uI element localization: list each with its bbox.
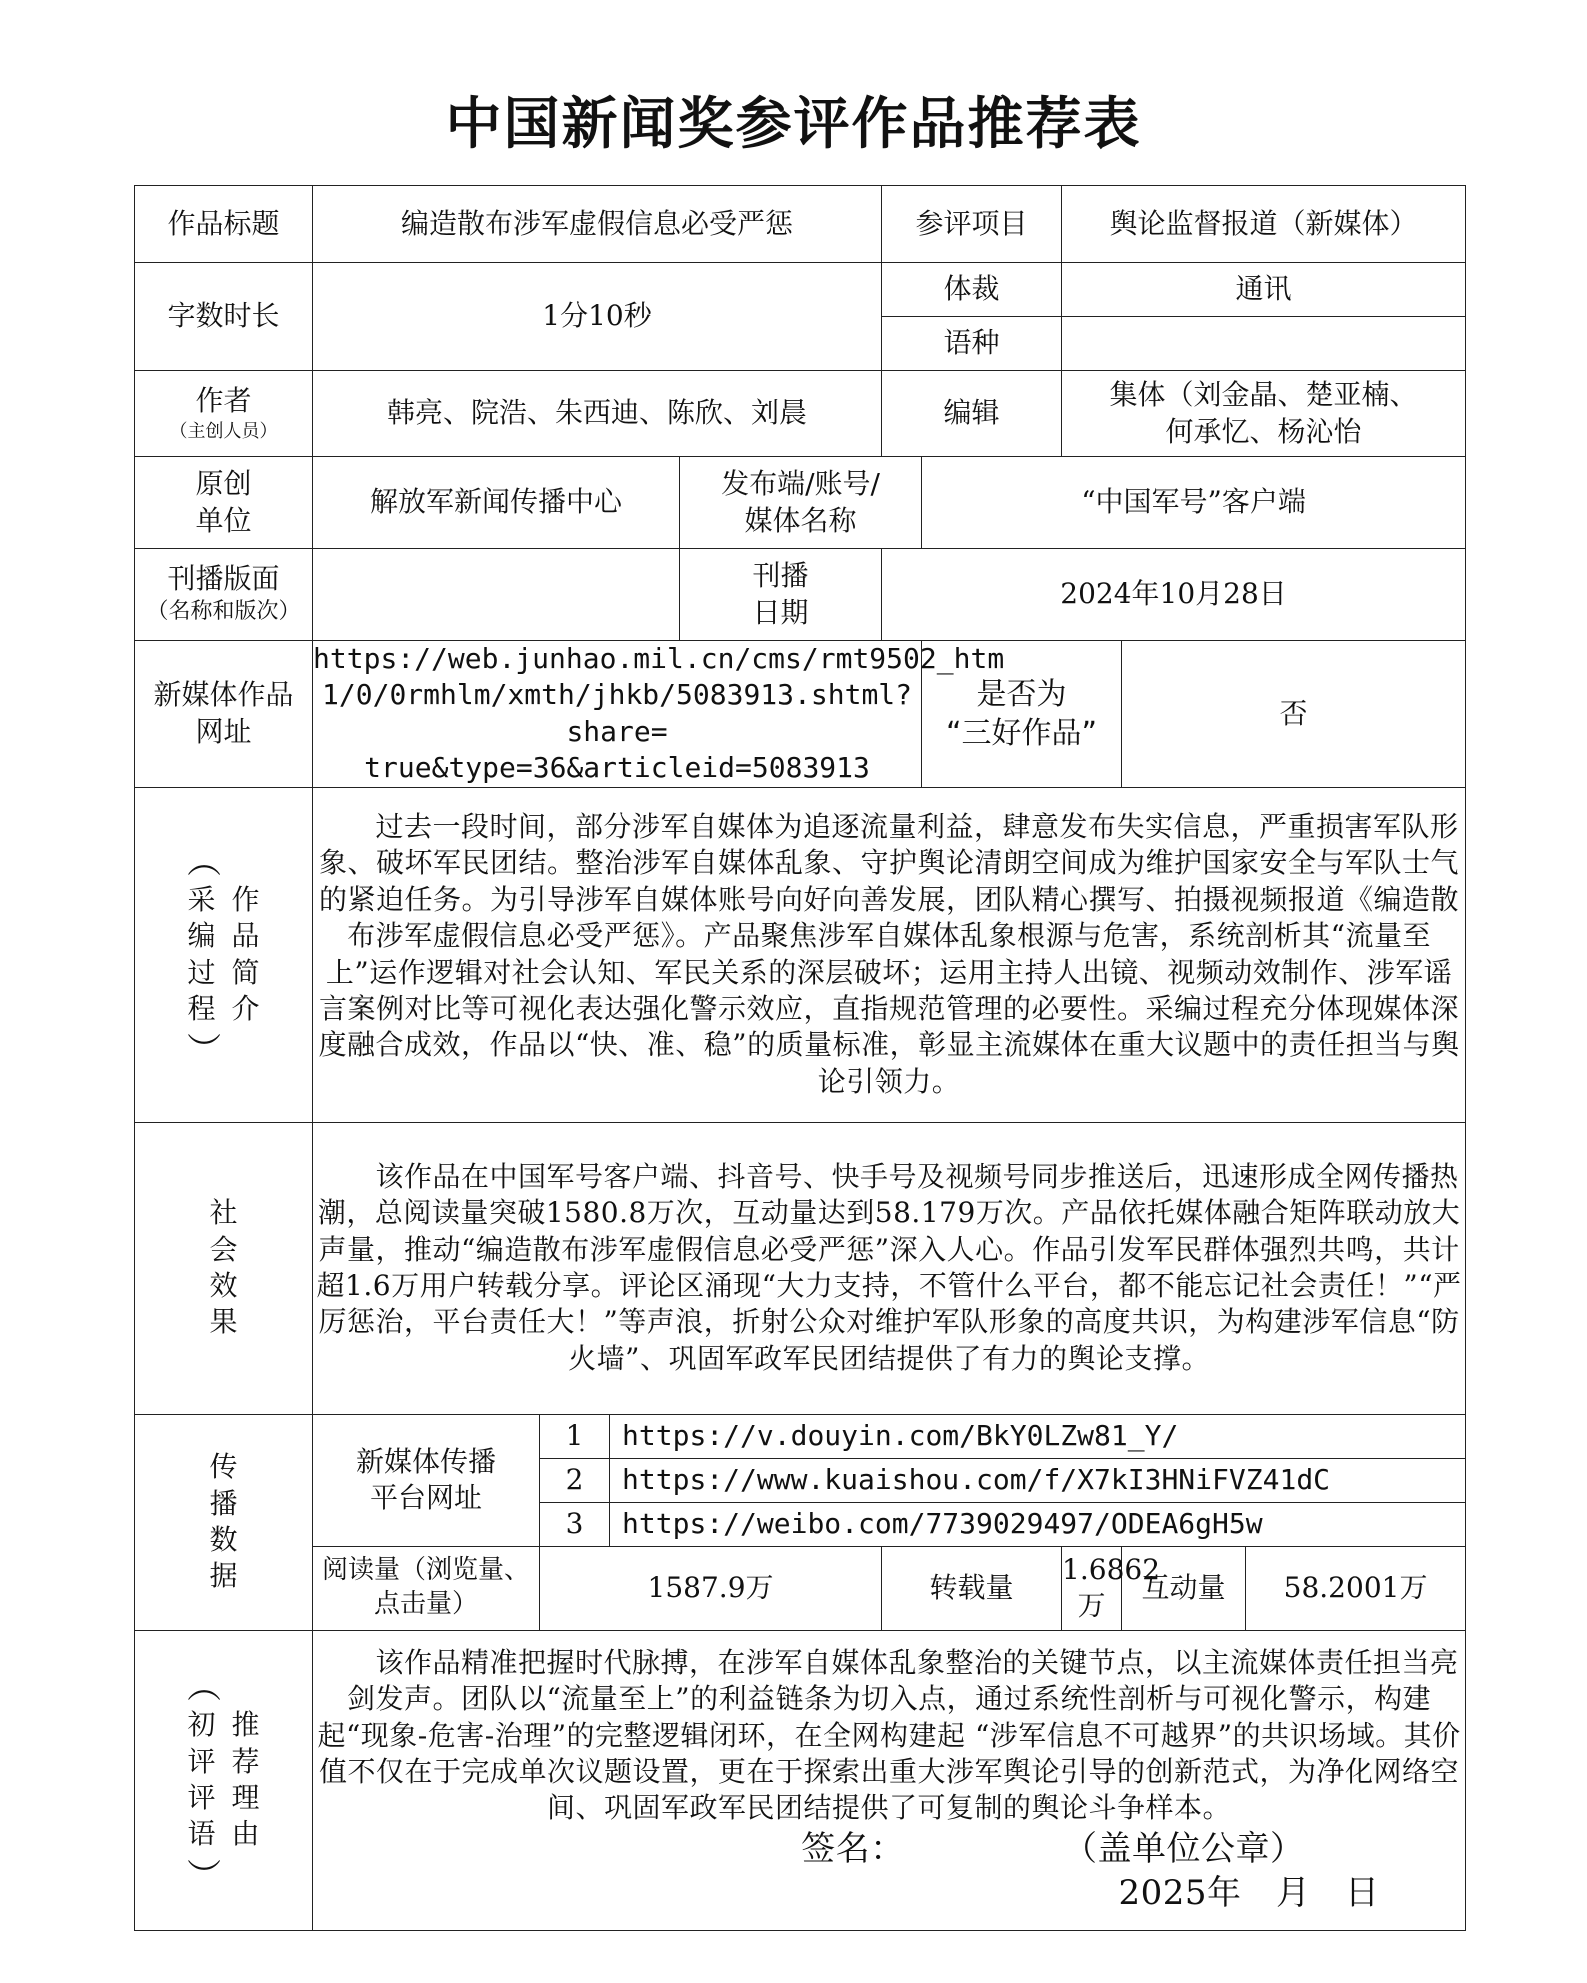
reposts-value: 1.6862万 (1062, 1546, 1122, 1630)
url-label-cell (135, 641, 313, 788)
recommendation-form (134, 185, 1466, 1931)
intro-row (135, 787, 1466, 1122)
editor-value-line2: 何承忆、杨沁怡 (1165, 414, 1362, 448)
platform-url-kuaishou[interactable]: https://www.kuaishou.com/f/X7kI3HNiFVZ41dC (610, 1458, 1466, 1502)
layout-label: 刊播版面 (167, 561, 280, 595)
reposts-label: 转载量 (882, 1546, 1062, 1630)
effect-label-char: 社 (209, 1196, 238, 1230)
editor-value-line1: 集体（刘金晶、楚亚楠、 (1109, 378, 1418, 412)
spread-platform-label-cell (313, 1414, 540, 1546)
effect-label-cell (135, 1122, 313, 1414)
spread-label-char: 传 (209, 1450, 238, 1484)
intro-label-cell (135, 787, 313, 1122)
url-number: 1 (540, 1414, 610, 1458)
unit-label-line2: 单位 (195, 503, 252, 537)
date-label-line2: 日期 (752, 595, 809, 629)
effect-label-char: 会 (209, 1232, 238, 1266)
url-row (135, 641, 1466, 788)
review-label-char: 荐 (231, 1744, 260, 1778)
intro-label-col1 (180, 838, 224, 1072)
intro-label-char: 简 (231, 955, 260, 989)
work-url-line2: 1/0/0rmhlm/xmth/jhkb/5083913.shtml?share= (322, 678, 913, 748)
category-label: 参评项目 (882, 186, 1062, 263)
review-row (135, 1630, 1466, 1930)
spread-platform-label-line2: 平台网址 (370, 1481, 483, 1515)
review-date: 2025年 月 日 (1118, 1873, 1380, 1914)
good-work-value: 否 (1122, 641, 1466, 788)
interactions-value: 58.2001万 (1246, 1546, 1466, 1630)
effect-label-char: 效 (209, 1269, 238, 1303)
page-title: 中国新闻奖参评作品推荐表 (445, 92, 1142, 157)
date-label-cell (680, 549, 882, 641)
unit-value: 解放军新闻传播中心 (313, 457, 680, 549)
reads-label-cell (313, 1546, 540, 1630)
url-number: 2 (540, 1458, 610, 1502)
length-value: 1分10秒 (313, 263, 882, 371)
platform-value: “中国军号”客户端 (922, 457, 1466, 549)
intro-text-cell (313, 787, 1466, 1122)
author-label: 作者 (195, 383, 252, 417)
platform-label-cell (680, 457, 922, 549)
editor-value-cell (1062, 371, 1466, 457)
platform-label-line2: 媒体名称 (744, 503, 857, 537)
spread-label-char: 据 (209, 1559, 238, 1593)
spread-label-cell (135, 1414, 313, 1630)
review-label-char: 语 (187, 1817, 216, 1851)
date-value: 2024年10月28日 (882, 549, 1466, 641)
signature-line (313, 1827, 1465, 1871)
reads-label-line1: 阅读量（浏览量、 (322, 1555, 531, 1586)
work-url[interactable] (313, 641, 1005, 788)
signature-label: 签名： (801, 1828, 905, 1869)
title-label: 作品标题 (135, 186, 313, 263)
review-label-col2 (224, 1663, 268, 1897)
review-label-char: 理 (231, 1781, 260, 1815)
url-label-line2: 网址 (195, 714, 252, 748)
layout-sub-label: （名称和版次） (146, 599, 301, 625)
review-label-cell (135, 1630, 313, 1930)
effect-label-char: 果 (209, 1305, 238, 1339)
review-text-cell (313, 1630, 1466, 1930)
layout-value (313, 549, 680, 641)
review-label-char: ） (181, 1857, 222, 1892)
review-label-char: 评 (187, 1744, 216, 1778)
url-label-line1: 新媒体作品 (153, 678, 294, 712)
layout-row (135, 549, 1466, 641)
layout-label-cell (135, 549, 313, 641)
unit-label-line1: 原创 (195, 467, 252, 501)
editor-label: 编辑 (882, 371, 1062, 457)
spread-stats-row (135, 1546, 1466, 1630)
effect-row (135, 1122, 1466, 1414)
review-label-col1 (180, 1663, 224, 1897)
review-label-char: 评 (187, 1781, 216, 1815)
intro-label-char: （ (181, 842, 222, 877)
review-label-char: 由 (231, 1817, 260, 1851)
genre-label: 体裁 (882, 263, 1062, 317)
interactions-label: 互动量 (1122, 1546, 1246, 1630)
spread-label-char: 数 (209, 1523, 238, 1557)
length-label: 字数时长 (135, 263, 313, 371)
genre-value: 通讯 (1062, 263, 1466, 317)
reads-value: 1587.9万 (540, 1546, 882, 1630)
intro-label-col2 (224, 838, 268, 1072)
intro-label-char: 介 (231, 991, 260, 1025)
work-url-line3: true&type=36&articleid=5083913 (364, 751, 870, 785)
effect-text: 该作品在中国军号客户端、抖音号、快手号及视频号同步推送后，迅速形成全网传播热潮，总阅读量突破1580.8万次，互动量达到58.179万次。产品依托媒体融合矩阵联动放大声量，推动“编造散布涉军虚假信息必受严惩”深入人心。作品引发军民群体强烈共鸣，共计超1.6万用户转载分享。评论区涌现“大力支持，不管什么平台，都不能忘记社会责任！”“严厉惩治，平台责任大！”等声浪，折射公众对维护军队形象的高度共识，为构建涉军信息“防火墙”、巩固军政军民团结提供了有力的舆论支撑。 (316, 1159, 1462, 1375)
category-value: 舆论监督报道（新媒体） (1062, 186, 1466, 263)
spread-url-row-1 (135, 1414, 1466, 1458)
unit-label-cell (135, 457, 313, 549)
spread-platform-label-line1: 新媒体传播 (356, 1444, 497, 1478)
intro-label-char: 采 (187, 882, 216, 916)
good-work-label-line2: “三好作品” (945, 715, 1098, 751)
intro-label-char: ） (181, 1032, 222, 1067)
intro-label-char: 程 (187, 991, 216, 1025)
date-label-line1: 刊播 (752, 559, 809, 593)
intro-label-char: 作 (231, 882, 260, 916)
language-value (1062, 317, 1466, 371)
intro-label-char: 品 (231, 919, 260, 953)
review-label-char: 推 (231, 1708, 260, 1742)
intro-label-char: 编 (187, 919, 216, 953)
length-row (135, 263, 1466, 317)
review-text: 该作品精准把握时代脉搏，在涉军自媒体乱象整治的关键节点，以主流媒体责任担当亮剑发声。团队以“流量至上”的利益链条为切入点，通过系统性剖析与可视化警示，构建起“现象-危害-治理”的完整逻辑闭环，在全网构建起 “涉军信息不可越界”的共识场域。其价值不仅在于完成单次议题设置，更在于探索出重大涉军舆论引导的创新范式，为净化网络空间、巩固军政军民团结提供了可复制的舆论斗争样本。 (317, 1645, 1461, 1825)
author-label-cell (135, 371, 313, 457)
title-row (135, 186, 1466, 263)
platform-label-line1: 发布端/账号/ (721, 467, 880, 501)
language-label: 语种 (882, 317, 1062, 371)
intro-label-char: 过 (187, 955, 216, 989)
platform-url-weibo[interactable]: https://weibo.com/7739029497/ODEA6gH5w (610, 1502, 1466, 1546)
good-work-label-line1: 是否为 (976, 676, 1067, 712)
review-label-char: （ (181, 1668, 222, 1703)
effect-text-cell (313, 1122, 1466, 1414)
author-value: 韩亮、院浩、朱西迪、陈欣、刘晨 (313, 371, 882, 457)
seal-label: （盖单位公章） (1063, 1828, 1305, 1869)
platform-url-douyin[interactable]: https://v.douyin.com/BkY0LZw81_Y/ (610, 1414, 1466, 1458)
author-row (135, 371, 1466, 457)
review-label-char: 初 (187, 1708, 216, 1742)
title-value: 编造散布涉军虚假信息必受严惩 (313, 186, 882, 263)
url-number: 3 (540, 1502, 610, 1546)
author-sub-label: （主创人员） (169, 421, 278, 443)
reads-label-line2: 点击量） (374, 1589, 479, 1620)
intro-text: 过去一段时间，部分涉军自媒体为追逐流量利益，肆意发布失实信息，严重损害军队形象、破坏军民团结。整治涉军自媒体乱象、守护舆论清朗空间成为维护国家安全与军队士气的紧迫任务。为引导涉军自媒体账号向好向善发展，团队精心撰写、拍摄视频报道《编造散布涉军虚假信息必受严惩》。产品聚焦涉军自媒体乱象根源与危害，系统剖析其“流量至上”运作逻辑对社会认知、军民关系的深层破坏；运用主持人出镜、视频动效制作、涉军谣言案例对比等可视化表达强化警示效应，直指规范管理的必要性。采编过程充分体现媒体深度融合成效，作品以“快、准、稳”的质量标准，彰显主流媒体在重大议题中的责任担当与舆论引领力。 (318, 810, 1460, 1098)
unit-row (135, 457, 1466, 549)
spread-label-char: 播 (209, 1486, 238, 1520)
work-url-line1: https://web.junhao.mil.cn/cms/rmt9502_htm (313, 642, 1005, 675)
